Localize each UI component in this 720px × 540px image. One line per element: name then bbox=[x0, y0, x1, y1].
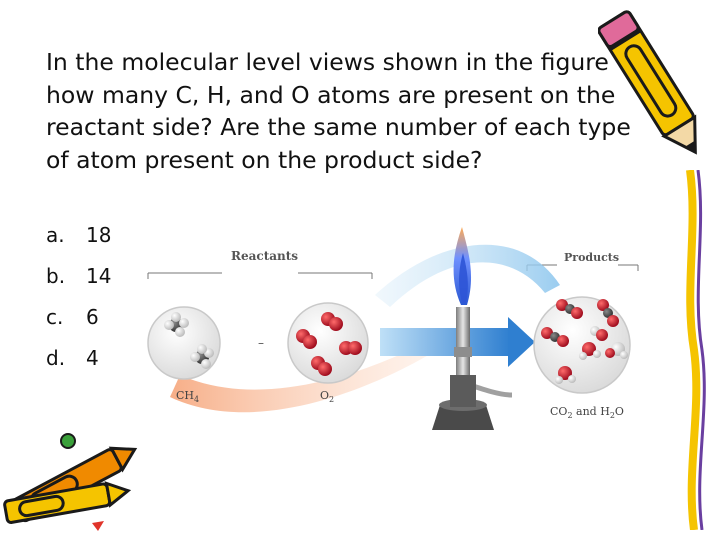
ch4-flask bbox=[148, 307, 220, 379]
decorative-stripe bbox=[680, 170, 710, 530]
option-c[interactable] bbox=[46, 300, 111, 341]
o2-flask bbox=[288, 303, 368, 383]
option-value: 4 bbox=[86, 346, 99, 370]
o2-label: $O_2$ bbox=[320, 389, 335, 405]
ch4-label: $CH_4$ bbox=[176, 389, 200, 405]
oxygen-molecule bbox=[339, 341, 362, 355]
option-value: 6 bbox=[86, 305, 99, 329]
products-heading: Products bbox=[564, 251, 620, 264]
reactants-heading: Reactants bbox=[231, 249, 299, 263]
question-text: In the molecular level views shown in the figure how many C, H, and O atoms are present on the reactant side? Are the same number of each type of atom present on the product side? bbox=[46, 48, 631, 174]
reactants-heading-rule bbox=[148, 273, 372, 279]
option-value: 14 bbox=[86, 264, 112, 288]
option-letter: b. bbox=[46, 264, 66, 288]
option-letter: a. bbox=[46, 223, 65, 247]
reaction-figure bbox=[140, 225, 640, 440]
option-value: 18 bbox=[86, 223, 112, 247]
crayons-icon bbox=[0, 425, 150, 535]
option-d[interactable] bbox=[46, 341, 111, 382]
products-flask bbox=[534, 297, 630, 393]
option-b[interactable] bbox=[46, 259, 111, 300]
option-letter: c. bbox=[46, 305, 64, 329]
answer-options bbox=[46, 218, 111, 382]
products-label: $CO_2$ and $H_2O$ bbox=[550, 405, 624, 421]
pencil-icon bbox=[598, 2, 710, 170]
option-letter: d. bbox=[46, 346, 66, 370]
option-a[interactable] bbox=[46, 218, 111, 259]
plus-sign: – bbox=[258, 336, 264, 350]
